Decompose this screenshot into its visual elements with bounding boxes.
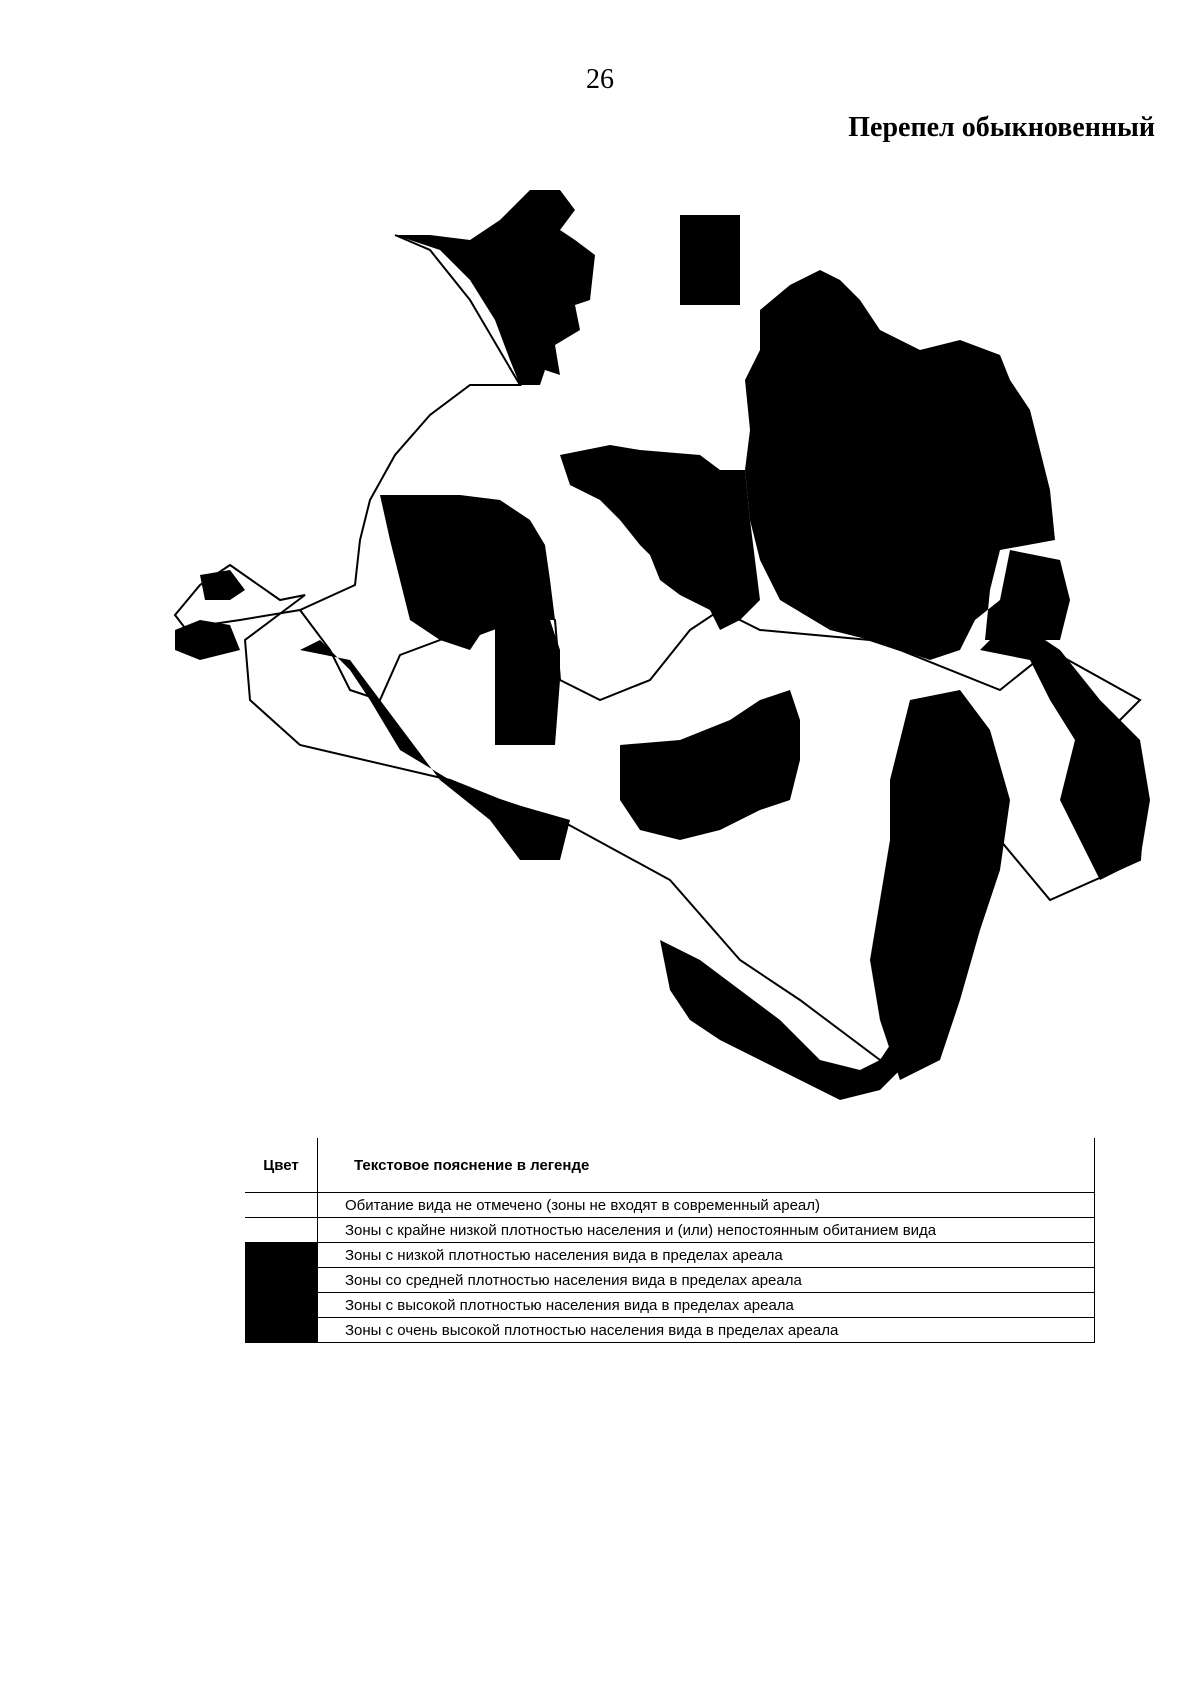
legend-row bbox=[245, 1318, 1095, 1343]
legend-table bbox=[245, 1138, 1095, 1343]
territory-outline bbox=[175, 235, 1145, 1060]
legend-swatch bbox=[245, 1268, 318, 1293]
legend-swatch bbox=[245, 1243, 318, 1268]
legend-row-text: Зоны с низкой плотностью населения вида в пределах ареала bbox=[318, 1243, 1095, 1268]
legend-swatch-fill bbox=[245, 1293, 317, 1317]
legend-header-color: Цвет bbox=[245, 1138, 318, 1193]
legend-row bbox=[245, 1243, 1095, 1268]
legend-row-text: Зоны с крайне низкой плотностью населения и (или) непостоянным обитанием вида bbox=[318, 1218, 1095, 1243]
legend-swatch-fill bbox=[245, 1268, 317, 1292]
legend-swatch bbox=[245, 1293, 318, 1318]
zone-southeast bbox=[870, 690, 1010, 1080]
legend-row-text: Зоны с высокой плотностью населения вида в пределах ареала bbox=[318, 1293, 1095, 1318]
legend-row bbox=[245, 1193, 1095, 1218]
legend-row-text: Обитание вида не отмечено (зоны не входят в современный ареал) bbox=[318, 1193, 1095, 1218]
zone-northwest bbox=[395, 190, 595, 385]
legend-row bbox=[245, 1218, 1095, 1243]
legend-row bbox=[245, 1293, 1095, 1318]
legend-swatch-fill bbox=[245, 1318, 317, 1342]
legend-swatch bbox=[245, 1318, 318, 1343]
legend-header-text: Текстовое пояснение в легенде bbox=[318, 1138, 1095, 1193]
page-number: 26 bbox=[586, 64, 614, 95]
legend-row-text: Зоны со средней плотностью населения вида в пределах ареала bbox=[318, 1268, 1095, 1293]
zone-center bbox=[495, 620, 560, 745]
zone-west-island bbox=[200, 570, 245, 600]
legend-swatch-fill bbox=[245, 1193, 317, 1217]
zone-southwest-coast bbox=[300, 640, 570, 860]
legend-row-text: Зоны с очень высокой плотностью населения вида в пределах ареала bbox=[318, 1318, 1095, 1343]
zone-west-tip bbox=[175, 620, 240, 660]
zone-west-center bbox=[380, 495, 555, 650]
zone-center-north bbox=[560, 445, 760, 630]
legend-header-row bbox=[245, 1138, 1095, 1193]
zone-north-block bbox=[680, 215, 740, 305]
zone-northeast bbox=[745, 270, 1070, 660]
legend-swatch bbox=[245, 1218, 318, 1243]
zone-south-center bbox=[620, 690, 800, 840]
legend-row bbox=[245, 1268, 1095, 1293]
legend-swatch-fill bbox=[245, 1243, 317, 1267]
zone-east bbox=[980, 630, 1150, 880]
zone-south-coast bbox=[660, 940, 920, 1100]
legend-swatch bbox=[245, 1193, 318, 1218]
legend-swatch-fill bbox=[245, 1218, 317, 1242]
species-title: Перепел обыкновенный bbox=[848, 112, 1155, 143]
